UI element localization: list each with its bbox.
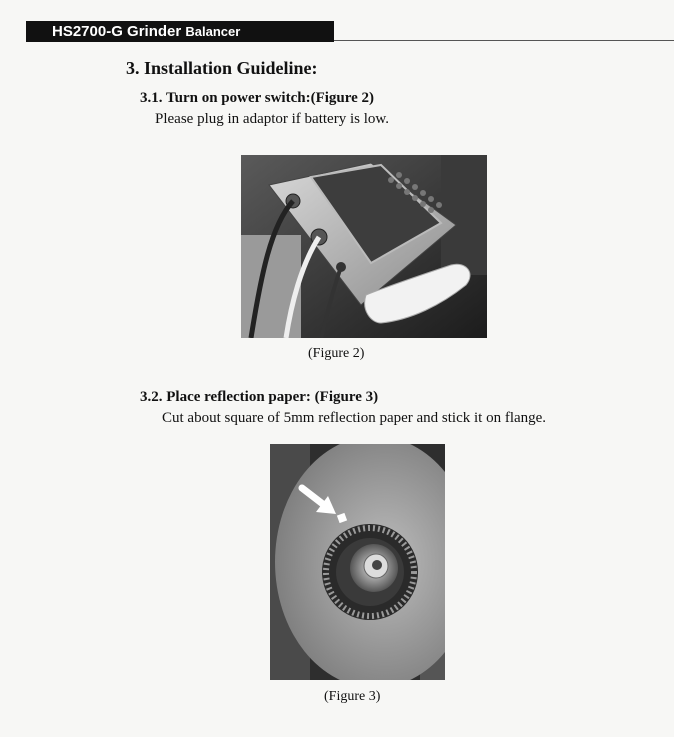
figure-power-switch-photo <box>241 155 487 338</box>
grinder-flange-illustration <box>270 444 445 680</box>
figure-reflection-paper-photo <box>270 444 445 680</box>
step-heading-power-switch: 3.1. Turn on power switch:(Figure 2) <box>140 90 375 106</box>
figure-caption-3: (Figure 3) <box>324 689 381 704</box>
header-subtitle: Balancer <box>185 24 241 39</box>
header-divider <box>334 40 674 41</box>
section-title: 3. Installation Guideline: <box>126 58 318 78</box>
document-header <box>26 21 334 42</box>
step-heading-reflection-paper: 3.2. Place reflection paper: (Figure 3) <box>140 389 379 405</box>
figure-caption-2: (Figure 2) <box>308 346 365 361</box>
step-text-reflection-paper: Cut about square of 5mm reflection paper and stick it on flange. <box>162 410 547 426</box>
step-text-power-switch: Please plug in adaptor if battery is low. <box>155 111 389 127</box>
balancer-device-illustration <box>241 155 487 338</box>
header-title: HS2700-G Grinder <box>52 23 182 40</box>
